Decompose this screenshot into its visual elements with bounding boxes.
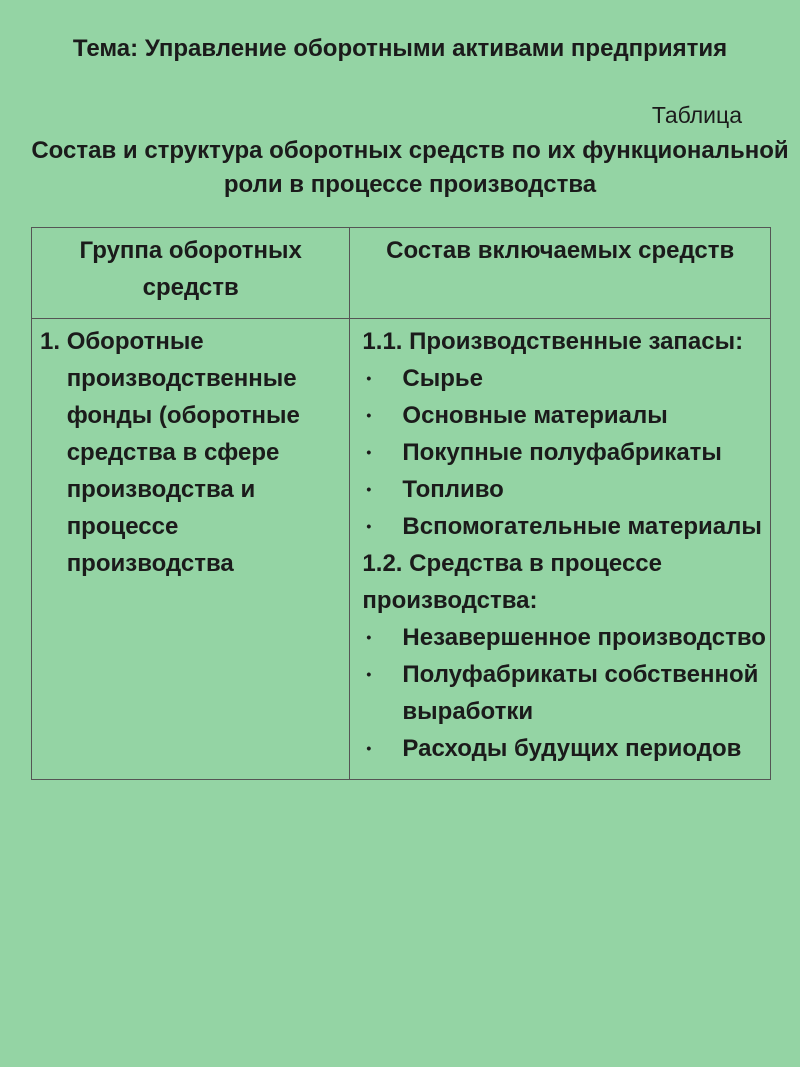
- bullet-icon: •: [366, 518, 372, 534]
- list-item: • Расходы будущих периодов: [362, 730, 766, 767]
- table-caption: Состав и структура оборотных средств по их функциональной роли в процессе производства: [31, 137, 789, 198]
- group-cell: [32, 319, 350, 780]
- table-label: Таблица: [651, 102, 742, 128]
- bullet-icon: •: [366, 666, 372, 682]
- bullet-icon: •: [366, 444, 372, 460]
- bullet-icon: •: [366, 481, 372, 497]
- composition-cell: [350, 319, 771, 780]
- composition-table: [31, 227, 771, 780]
- list-item: • Незавершенное производство: [362, 619, 766, 656]
- column-header-group: Группа оборотных средств: [32, 228, 350, 319]
- table-row: [32, 319, 771, 780]
- list-item: • Сырье: [362, 360, 766, 397]
- topic-title: Тема: Управление оборотными активами предприятия: [72, 35, 728, 62]
- bullet-icon: •: [366, 407, 372, 423]
- section-title: Производственные запасы:: [409, 328, 744, 355]
- section-heading: [362, 323, 766, 360]
- group-text: Оборотные производственные фонды (оборотные средства в сфере производства и процессе производства: [66, 328, 300, 577]
- column-header-composition: Состав включаемых средств: [350, 228, 771, 319]
- group-number: 1.: [40, 328, 67, 355]
- list-item: • Основные материалы: [362, 397, 766, 434]
- list-item: • Вспомогательные материалы: [362, 508, 766, 545]
- list-item: • Топливо: [362, 471, 766, 508]
- list-item: • Полуфабрикаты собственной выработки: [362, 656, 766, 730]
- section-number: 1.2.: [362, 550, 403, 577]
- bullet-icon: •: [366, 370, 372, 386]
- section-number: 1.1.: [362, 328, 403, 355]
- group-item: [40, 323, 343, 582]
- section-title: Средства в процессе производства:: [362, 550, 663, 614]
- bullet-icon: •: [366, 740, 372, 756]
- section-heading: [362, 545, 766, 619]
- table-header-row: [32, 228, 771, 319]
- bullet-icon: •: [366, 629, 372, 645]
- list-item: • Покупные полуфабрикаты: [362, 434, 766, 471]
